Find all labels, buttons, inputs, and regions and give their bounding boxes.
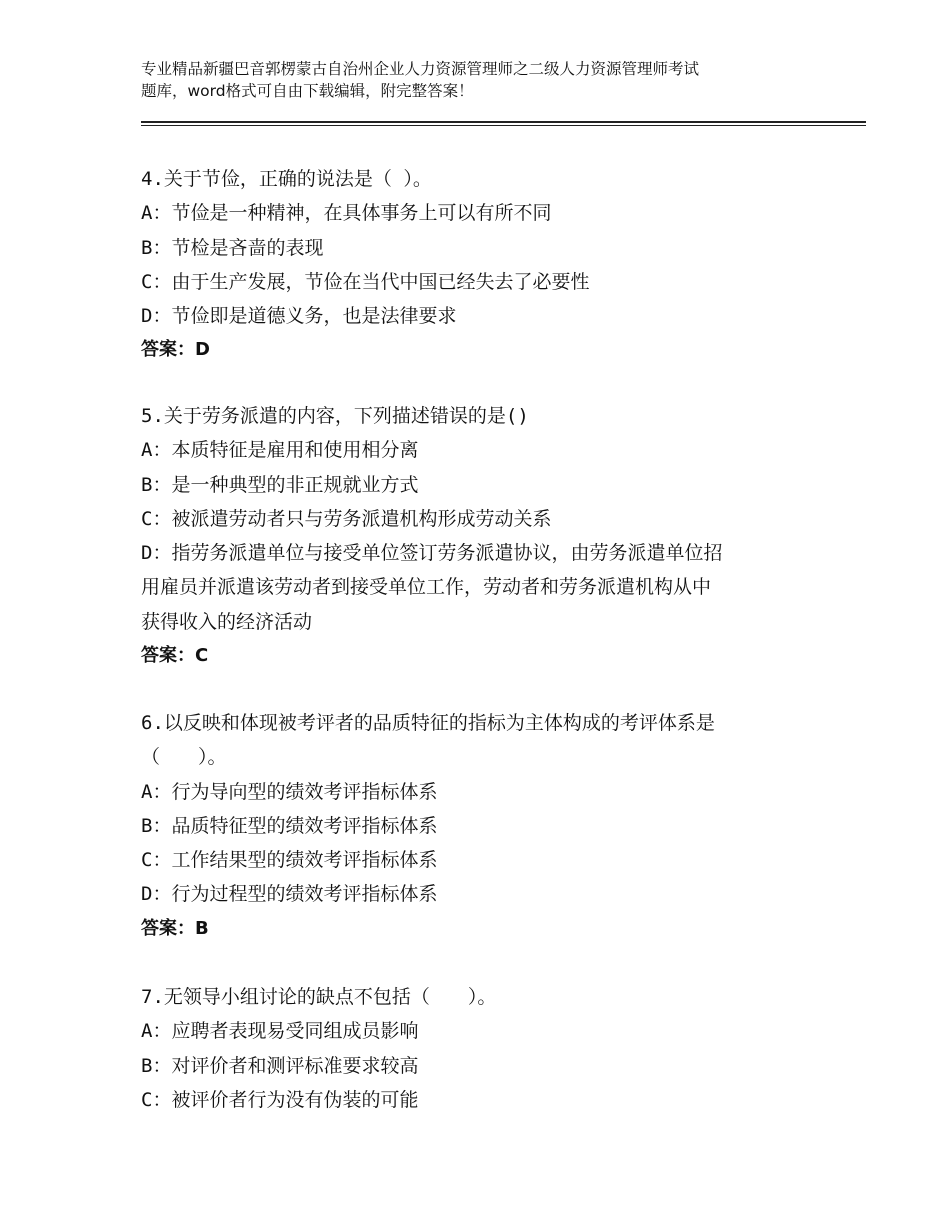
option-c: C：被评价者行为没有伪装的可能 [141,1088,419,1111]
question-stem: 7.无领导小组讨论的缺点不包括（ ）。 [141,986,497,1008]
option-b: B：品质特征型的绩效考评指标体系 [141,814,438,837]
question-7 [141,980,821,1117]
header-line-1: 专业精品新疆巴音郭楞蒙古自治州企业人力资源管理师之二级人力资源管理师考试 [141,60,700,78]
answer: 答案：B [141,917,209,939]
header-rule-thick [141,121,866,123]
question-stem: 4.关于节俭，正确的说法是（ ）。 [141,168,432,190]
option-c: C：被派遣劳动者只与劳务派遣机构形成劳动关系 [141,507,552,530]
document-header [141,58,841,102]
question-5 [141,399,821,673]
answer: 答案：C [141,645,209,667]
question-stem: 6.以反映和体现被考评者的品质特征的指标为主体构成的考评体系是 [141,712,715,734]
option-b: B：对评价者和测评标准要求较高 [141,1054,419,1077]
option-a: A：行为导向型的绩效考评指标体系 [141,780,438,803]
option-a: A：节俭是一种精神，在具体事务上可以有所不同 [141,202,552,225]
option-a: A：应聘者表现易受同组成员影响 [141,1020,419,1043]
option-c: C：由于生产发展，节俭在当代中国已经失去了必要性 [141,270,590,293]
question-6 [141,706,821,946]
question-stem-continued: （ ）。 [141,746,227,769]
option-d-continued: 获得收入的经济活动 [141,610,313,633]
question-stem: 5.关于劳务派遣的内容，下列描述错误的是() [141,405,529,427]
option-d: D：指劳务派遣单位与接受单位签订劳务派遣协议，由劳务派遣单位招 [141,542,723,565]
option-c: C：工作结果型的绩效考评指标体系 [141,849,438,872]
answer: 答案：D [141,339,210,361]
question-4 [141,162,821,368]
option-b: B：节检是吝啬的表现 [141,236,324,259]
option-d: D：行为过程型的绩效考评指标体系 [141,883,438,906]
option-a: A：本质特征是雇用和使用相分离 [141,439,419,462]
option-b: B：是一种典型的非正规就业方式 [141,473,419,496]
header-line-2: 题库，word格式可自由下载编辑，附完整答案！ [141,82,474,100]
option-d-continued: 用雇员并派遣该劳动者到接受单位工作，劳动者和劳务派遣机构从中 [141,576,712,599]
option-d: D：节俭即是道德义务，也是法律要求 [141,305,457,328]
header-rule-thin [141,125,866,126]
